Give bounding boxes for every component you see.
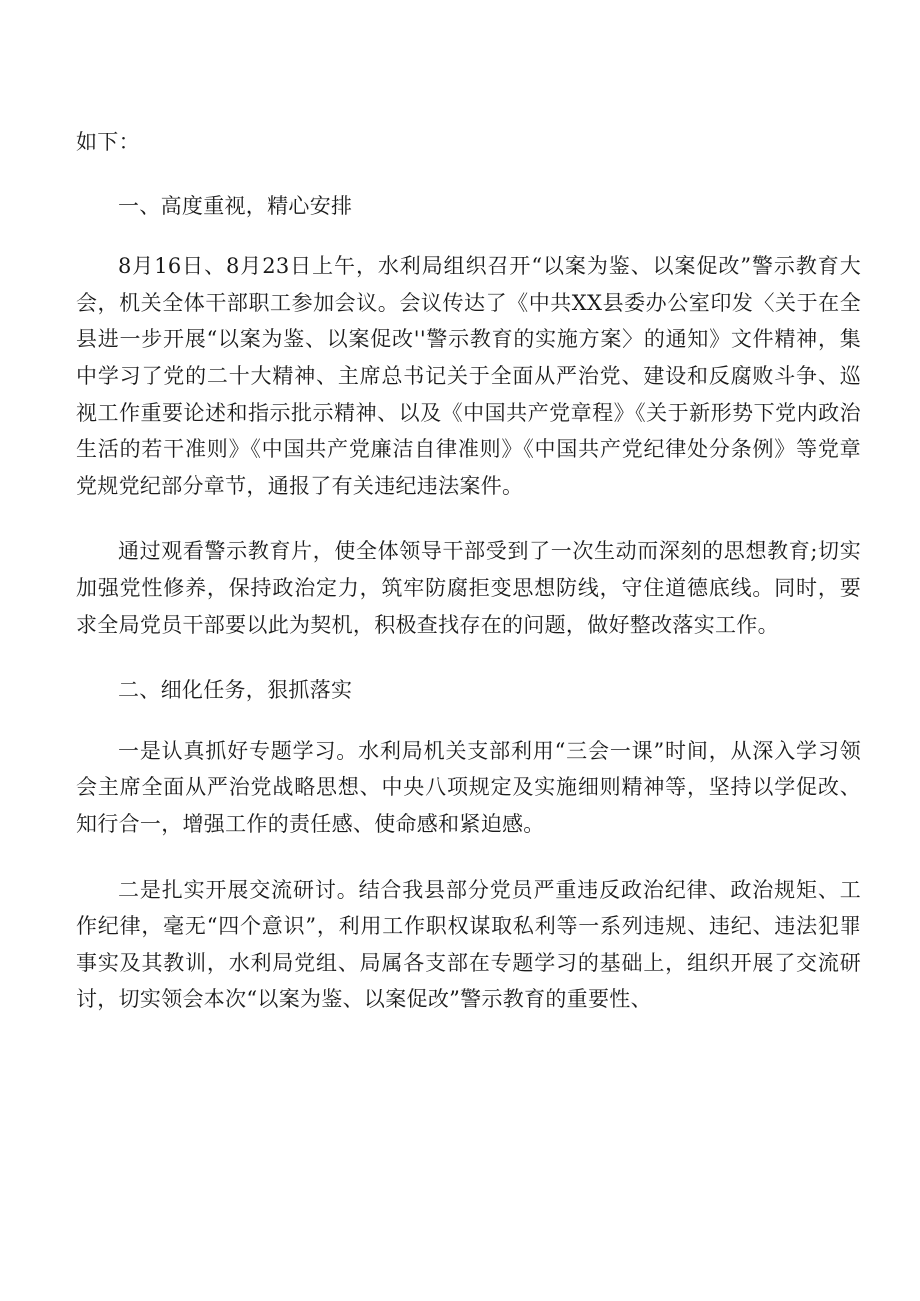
section2-paragraph-1: 一是认真抓好专题学习。水利局机关支部利用“三会一课”时间，从深入学习领会主席全面从严治党战略思想、中央八项规定及实施细则精神等，坚持以学促改、知行合一，增强工作的责任感、使命感和紧迫感。 — [76, 738, 861, 836]
section-heading-1: 一、高度重视，精心安排 — [118, 193, 353, 218]
document-body — [76, 124, 861, 1018]
section-heading-2: 二、细化任务，狠抓落实 — [118, 678, 353, 703]
section1-paragraph-2: 通过观看警示教育片，使全体领导干部受到了一次生动而深刻的思想教育;切实加强党性修养，保持政治定力，筑牢防腐拒变思想防线，守住道德底线。同时，要求全局党员干部要以此为契机，积极查找存在的问题，做好整改落实工作。 — [76, 539, 861, 637]
section1-paragraph-1: 8月16日、8月23日上午，水利局组织召开“以案为鉴、以案促改”警示教育大会，机关全体干部职工参加会议。会议传达了《中共XX县委办公室印发〈关于在全县进一步开展“以案为鉴、以案促改''警示教育的实施方案〉的通知》文件精神，集中学习了党的二十大精神、主席总书记关于全面从严治党、建设和反腐败斗争、巡视工作重要论述和指示批示精神、以及《中国共产党章程》《关于新形势下党内政治生活的若干准则》《中国共产党廉洁自律准则》《中国共产党纪律处分条例》等党章党规党纪部分章节，通报了有关违纪违法案件。 — [76, 254, 861, 498]
section2-paragraph-2: 二是扎实开展交流研讨。结合我县部分党员严重违反政治纪律、政治规矩、工作纪律，毫无“四个意识”，利用工作职权谋取私利等一系列违规、违纪、违法犯罪事实及其教训，水利局党组、局属各支部在专题学习的基础上，组织开展了交流研讨，切实领会本次“以案为鉴、以案促改”警示教育的重要性、 — [76, 877, 861, 1012]
intro-line: 如下： — [76, 130, 140, 154]
